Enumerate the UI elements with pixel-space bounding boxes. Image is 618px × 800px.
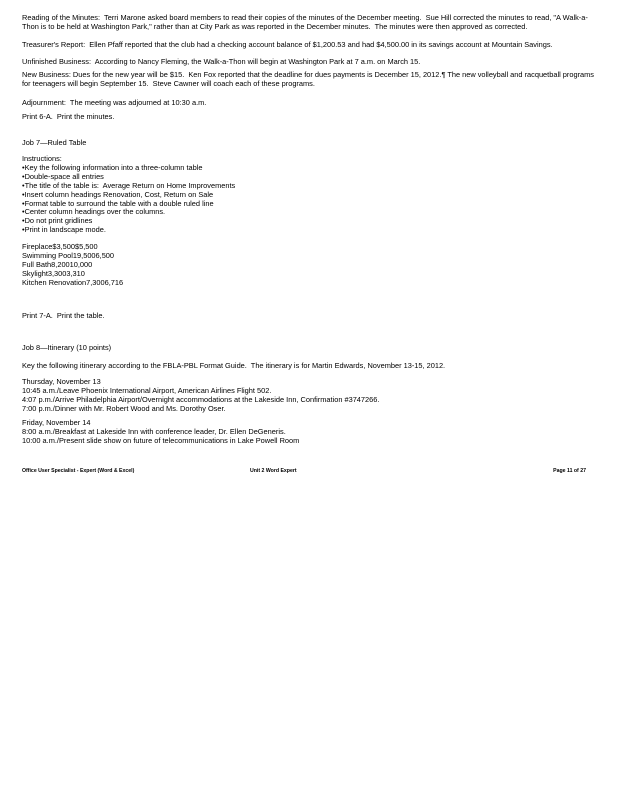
- instruction-item: •Double-space all entries: [22, 171, 104, 181]
- itinerary-day-friday: [22, 419, 594, 446]
- itinerary-entry: 4:07 p.m./Arrive Philadelphia Airport/Overnight accommodations at the Lakeside Inn, Confirmation #3747266.: [22, 394, 380, 404]
- footer-unit-label: Unit 2 Word Expert: [250, 468, 297, 474]
- table-row: Swimming Pool19,5006,500: [22, 250, 115, 260]
- table-row: Kitchen Renovation7,3006,716: [22, 277, 124, 287]
- footer-course-name: Office User Specialist - Expert (Word & Excel): [22, 468, 135, 474]
- minutes-reading-paragraph: Reading of the Minutes: Terri Marone asked board members to read their copies of the minutes of the December meeting. Sue Hill corrected the minutes to read, "A Walk-a-Thon is to be held at Washington Park," rather than at City Park as was reported in the December minutes. The minutes were then approved as corrected.: [22, 13, 588, 31]
- page-footer: [22, 467, 594, 476]
- instruction-item: •Insert column headings Renovation, Cost, Return on Sale: [22, 189, 214, 199]
- itinerary-entry: 7:00 p.m./Dinner with Mr. Robert Wood and Ms. Dorothy Oser.: [22, 403, 226, 413]
- adjournment-paragraph: Adjournment: The meeting was adjourned at 10:30 a.m.: [22, 98, 207, 107]
- print-minutes-instruction: Print 6-A. Print the minutes.: [22, 112, 115, 121]
- instruction-item: •Do not print gridlines: [22, 216, 93, 226]
- print-table-instruction: Print 7-A. Print the table.: [22, 311, 105, 320]
- itinerary-date: Thursday, November 13: [22, 377, 101, 386]
- job7-table-data: [22, 243, 594, 288]
- table-row: Skylight3,3003,310: [22, 268, 85, 278]
- table-row: Fireplace$3,500$5,500: [22, 242, 98, 251]
- unfinished-business-paragraph: Unfinished Business: According to Nancy Fleming, the Walk-a-Thon will begin at Washington Park at 7 a.m. on March 15.: [22, 57, 421, 66]
- instruction-item: •Format table to surround the table with a double ruled line: [22, 198, 214, 208]
- new-business-paragraph: New Business: Dues for the new year will be $15. Ken Fox reported that the deadline for dues payments is December 15, 2012.¶ The new volleyball and racquetball programs for teenagers will begin September 15. Steve Cawner will coach each of these programs.: [22, 70, 597, 88]
- itinerary-entry: 10:00 a.m./Present slide show on future of telecommunications in Lake Powell Room: [22, 435, 300, 445]
- itinerary-entry: 8:00 a.m./Breakfast at Lakeside Inn with conference leader, Dr. Ellen DeGeneris.: [22, 426, 286, 436]
- itinerary-day-thursday: [22, 378, 594, 414]
- job8-title: Job 8—Itinerary (10 points): [22, 343, 112, 352]
- instruction-item: •The title of the table is: Average Return on Home Improvements: [22, 180, 236, 190]
- job7-instructions-label: Instructions:: [22, 154, 62, 163]
- job7-title: Job 7—Ruled Table: [22, 138, 87, 147]
- instruction-item: •Center column headings over the columns.: [22, 207, 166, 217]
- treasurer-report-paragraph: Treasurer's Report: Ellen Pfaff reported that the club had a checking account balance of $1,200.53 and had $4,500.00 in its savings account at Mountain Savings.: [22, 40, 553, 49]
- instruction-item: •Key the following information into a three-column table: [22, 162, 203, 172]
- itinerary-date: Friday, November 14: [22, 418, 91, 427]
- instruction-item: •Print in landscape mode.: [22, 225, 106, 235]
- job8-intro: Key the following itinerary according to the FBLA-PBL Format Guide. The itinerary is for Martin Edwards, November 13-15, 2012.: [22, 361, 446, 370]
- table-row: Full Bath8,20010,000: [22, 259, 93, 269]
- job7-instructions: [22, 155, 594, 235]
- footer-page-number: Page 11 of 27: [553, 468, 586, 474]
- itinerary-entry: 10:45 a.m./Leave Phoenix International Airport, American Airlines Flight 502.: [22, 385, 272, 395]
